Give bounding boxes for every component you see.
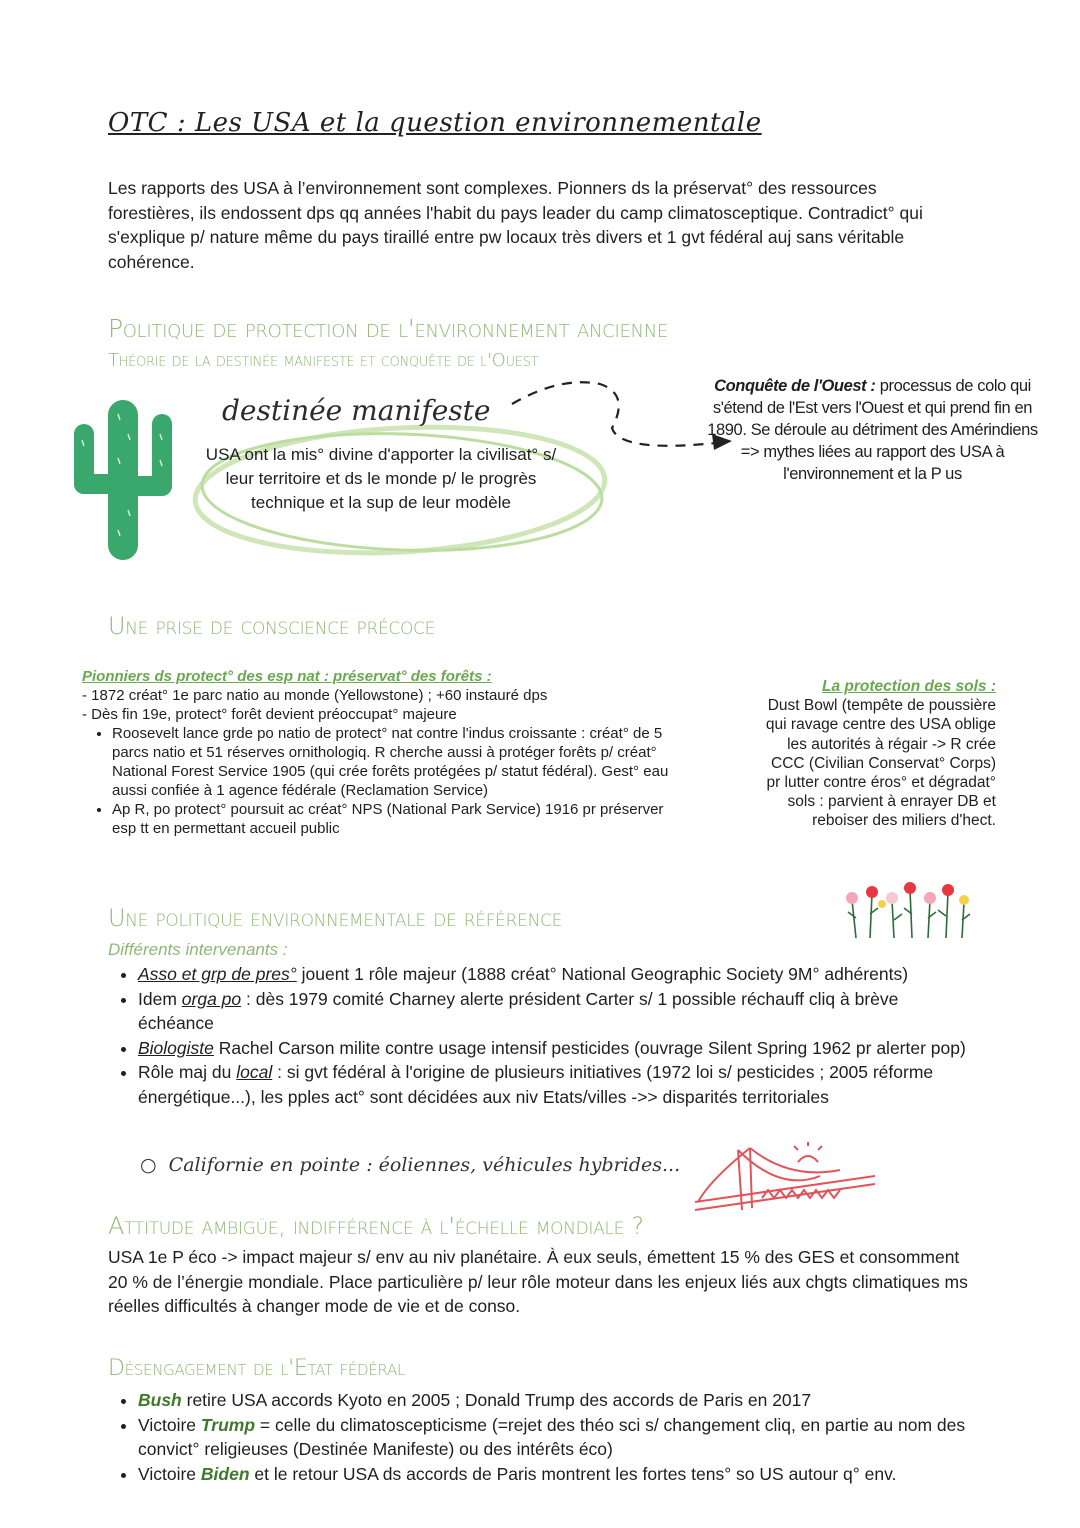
protection-sols-note <box>760 677 996 831</box>
section3-heading: Une politique environnementale de référence <box>108 904 563 932</box>
section1-subheading: Théorie de la destinée manifeste et conquête de l'Ouest <box>108 350 539 371</box>
circle-bullet-icon: ○ <box>140 1154 169 1176</box>
conquete-ouest-note <box>700 375 1045 485</box>
list-item-text: Idem <box>138 988 182 1009</box>
list-item-text: = celle du climatoscepticisme (=rejet des théo sci s/ changement cliq, en partie au nom des convict° religieuses (Destinée Manifeste) ou des intérêts éco) <box>138 1414 966 1459</box>
intro-paragraph: Les rapports des USA à l’environnement sont complexes. Pionners ds la préservat° des ressources forestières, ils endossent dps qq années l'habit du pays leader du camp climatosceptique. Contradict° qui s'explique p/ nature même du pays tiraillé entre pw locaux très divers et 1 gvt fédéral auj sans véritable cohérence. <box>108 178 923 272</box>
destinee-manifeste-title: destinée manifeste <box>222 394 491 427</box>
list-item-term: Biologiste <box>138 1037 214 1058</box>
list-item <box>138 1413 988 1462</box>
president-name: Trump <box>200 1414 256 1435</box>
conquete-ouest-label: Conquête de l'Ouest : <box>714 377 876 395</box>
intervenants-label: Différents intervenants : <box>108 940 288 959</box>
section5-heading: Désengagement de l'Etat fédéral <box>108 1356 405 1381</box>
list-item <box>138 1462 988 1487</box>
list-item-text: et le retour USA ds accords de Paris montrent les fortes tens° so US autour q° env. <box>249 1463 897 1484</box>
list-item-term: local <box>236 1062 273 1082</box>
list-item-text: retire USA accords Kyoto en 2005 ; Donald Trump des accords de Paris en 2017 <box>181 1390 812 1410</box>
list-item-term: Asso et grp de pres° <box>138 964 297 984</box>
sols-title: La protection des sols : <box>822 678 996 695</box>
list-item-text: Victoire <box>138 1414 201 1435</box>
list-item: • Roosevelt lance grde po natio de protect° nat contre l'indus croissante : créat° de 5 parcs natio et 51 réserves ornithologiq. R cherche aussi à protéger forêts p/ créat° National Forest Service 1905 (qui crée forêts protégées p/ statut fédéral). Gest° eau aussi confiée à 1 agence fédérale (Reclamation Service) <box>112 724 682 800</box>
president-name: Biden <box>200 1463 250 1484</box>
section1-heading: Politique de protection de l'environnement ancienne <box>108 314 668 343</box>
list-item <box>138 1036 978 1061</box>
desengagement-list <box>108 1388 988 1486</box>
list-item-text: Rachel Carson milite contre usage intensif pesticides (ouvrage Silent Spring 1962 pr alerter pop) <box>213 1037 966 1058</box>
sols-text: Dust Bowl (tempête de poussière qui ravage centre des USA oblige les autorités à régair -> R crée CCC (Civilian Conservat° Corps) pr lutter contre éros° et dégradat° sols : parvient à enrayer DB et reboiser des miliers d'hect. <box>765 697 996 830</box>
president-name: Bush <box>138 1390 182 1410</box>
section4-heading: Attitude ambigüe, indifférence à l'échelle mondiale ? <box>108 1212 644 1240</box>
list-item <box>138 1060 978 1109</box>
californie-text: Californie en pointe : éoliennes, véhicules hybrides... <box>168 1154 681 1176</box>
intervenants-list <box>108 962 978 1109</box>
list-item-text: : dès 1979 comité Charney alerte président Carter s/ 1 possible réchauff cliq à brève échéance <box>138 988 899 1033</box>
section4-paragraph: USA 1e P éco -> impact majeur s/ env au niv planétaire. À eux seuls, émettent 15 % des GES et consomment 20 % de l’énergie mondiale. Place particulière p/ leur rôle moteur dans les enjeux liés aux chgts climatiques ms réelles difficultés à changer mode de vie et de conso. <box>108 1247 968 1316</box>
list-item <box>138 987 978 1036</box>
list-item <box>138 962 978 987</box>
conquete-ouest-text2: => mythes liées au rapport des USA à l'environnement et la P us <box>740 443 1005 483</box>
pionniers-line: - 1872 créat° 1e parc natio au monde (Yellowstone) ; +60 instauré dps <box>82 687 548 704</box>
list-item-text: : si gvt fédéral à l'origine de plusieurs initiatives (1972 loi s/ pesticides ; 2005 réforme énergétique...), les pples act° sont décidées aux niv Etats/villes ->> disparités territoriales <box>138 1062 934 1107</box>
page-title: OTC : Les USA et la question environnementale <box>108 108 762 138</box>
pionniers-title: Pionniers ds protect° des esp nat : préservat° des forêts : <box>82 668 492 685</box>
list-item-term: orga po <box>181 988 242 1009</box>
section2-heading: Une prise de conscience précoce <box>108 612 436 640</box>
flowers-icon <box>838 878 973 942</box>
list-item-text: Victoire <box>138 1463 201 1484</box>
bridge-icon <box>690 1140 880 1225</box>
list-item <box>138 1388 988 1413</box>
list-item-text: Rôle maj du <box>138 1062 237 1082</box>
conquete-ouest-text: processus de colo qui s'étend de l'Est vers l'Ouest et qui prend fin en 1890. Se déroule au détriment des Amérindiens <box>707 377 1038 439</box>
cactus-icon <box>68 400 178 560</box>
list-item: • Ap R, po protect° poursuit ac créat° NPS (National Park Service) 1916 pr préserver esp tt en permettant accueil public <box>112 800 682 838</box>
pionniers-line: - Dès fin 19e, protect° forêt devient préoccupat° majeure <box>82 706 457 723</box>
list-item-text: jouent 1 rôle majeur (1888 créat° National Geographic Society 9M° adhérents) <box>296 964 909 984</box>
californie-note <box>140 1154 680 1176</box>
destinee-manifeste-text: USA ont la mis° divine d'apporter la civilisat° s/ leur territoire et ds le monde p/ le progrès technique et la sup de leur modèle <box>205 445 557 512</box>
pionniers-block <box>82 667 682 838</box>
